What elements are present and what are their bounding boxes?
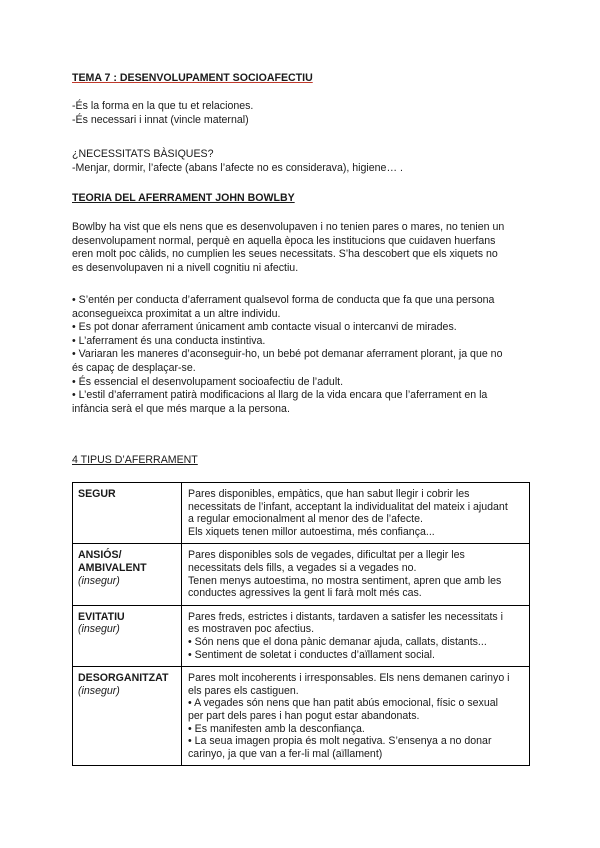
paragraph-line: eren molt poc càlids, no cumplien les seues necessitats. S’ha descobert que els xiquets no	[72, 248, 498, 261]
type-label-cell	[73, 483, 182, 544]
table-row	[73, 544, 530, 605]
table-row	[73, 605, 530, 666]
bullet-line: • Es pot donar aferrament únicament amb contacte visual o intercanvi de mirades.	[72, 321, 457, 334]
page-title: TEMA 7 : DESENVOLUPAMENT SOCIOAFECTIU	[72, 72, 313, 84]
desc-line: necessitats de l’infant, acceptant la individualitat del mateix i ajudant	[188, 500, 508, 513]
desc-line: Els xiquets tenen millor autoestima, més confiança...	[188, 525, 435, 538]
desc-line: es mostraven poc afectius.	[188, 623, 315, 636]
needs-answer: -Menjar, dormir, l’afecte (abans l’afecte no es considerava), higiene… .	[72, 161, 403, 174]
type-label: DESORGANITZAT	[78, 672, 169, 685]
paragraph-line: desenvolupament normal, perquè en aquella època les institucions que cuidaven huerfans	[72, 234, 496, 247]
desc-line: Pares molt incoherents i irresponsables. Els nens demanen carinyo i	[188, 672, 510, 685]
bullet-line: • S’entén per conducta d’aferrament qualsevol forma de conducta que fa que una persona	[72, 294, 495, 306]
type-label-cell	[73, 667, 182, 766]
type-label-cell	[73, 605, 182, 666]
theory-paragraph	[72, 221, 532, 275]
types-table	[72, 482, 530, 766]
paragraph-line: es desenvolupaven ni a nivell cognitiu ni afectiu.	[72, 261, 299, 274]
desc-line: a regular emocionalment al menor des de l’afecte.	[188, 513, 423, 526]
desc-line: Pares disponibles sols de vegades, dificultat per a llegir les	[188, 549, 465, 562]
paragraph-line: Bowlby ha vist que els nens que es desenvolupaven i no tenien pares o mares, no tenien un	[72, 221, 505, 233]
desc-line: conductes agressives la gent li farà molt més cas.	[188, 587, 422, 600]
bullet-line: és capaç de desplaçar-se.	[72, 361, 196, 374]
bullet-line: • Variaran les maneres d’aconseguir-ho, un bebé pot demanar aferrament plorant, ja que no	[72, 348, 503, 361]
table-row	[73, 483, 530, 544]
desc-line: els pares els castiguen.	[188, 684, 299, 697]
type-label-cell	[73, 544, 182, 605]
desc-line: carinyo, ja que van a fer-li mal (aïllament)	[188, 747, 383, 760]
theory-bullets	[72, 294, 532, 416]
types-heading: 4 TIPUS D’AFERRAMENT	[72, 454, 198, 466]
table-row	[73, 667, 530, 766]
bullet-line: • L’aferrament és una conducta instintiva.	[72, 334, 266, 347]
desc-line: • La seua imagen propia és molt negativa. S’ensenya a no donar	[188, 735, 492, 748]
type-note: (insegur)	[78, 684, 120, 697]
type-desc-cell	[182, 544, 530, 605]
type-note: (insegur)	[78, 574, 120, 587]
needs-block	[72, 148, 532, 175]
desc-line: • Sentiment de soletat i conductes d’aïllament social.	[188, 648, 435, 661]
intro-block	[72, 100, 532, 127]
intro-line: -És la forma en la que tu et relaciones.	[72, 100, 254, 112]
type-label: ANSIÓS/ AMBIVALENT	[78, 549, 147, 574]
type-desc-cell	[182, 667, 530, 766]
desc-line: Tenen menys autoestima, no mostra sentiment, apren que amb les	[188, 574, 502, 587]
type-desc-cell	[182, 605, 530, 666]
type-label: EVITATIU	[78, 610, 125, 623]
desc-line: • A vegades són nens que han patit abús emocional, físic o sexual	[188, 697, 498, 710]
desc-line: Pares freds, estrictes i distants, tardaven a satisfer les necessitats i	[188, 610, 504, 623]
desc-line: Pares disponibles, empàtics, que han sabut llegir i cobrir les	[188, 488, 470, 500]
desc-line: • Són nens que el dona pànic demanar ajuda, callats, distants...	[188, 635, 487, 648]
theory-heading: TEORIA DEL AFERRAMENT JOHN BOWLBY	[72, 192, 295, 204]
desc-line: per part dels pares i han pogut estar abandonats.	[188, 709, 420, 722]
bullet-line: • És essencial el desenvolupament socioafectiu de l’adult.	[72, 375, 344, 388]
type-label: SEGUR	[78, 488, 116, 500]
bullet-line: aconsegueixca proximitat a un altre individu.	[72, 307, 281, 320]
type-note: (insegur)	[78, 623, 120, 636]
type-desc-cell	[182, 483, 530, 544]
bullet-line: infància serà el que més marque a la persona.	[72, 402, 290, 415]
desc-line: • Es manifesten amb la desconfiança.	[188, 722, 365, 735]
intro-line: -És necessari i innat (vincle maternal)	[72, 113, 249, 126]
desc-line: necessitats dels fills, a vegades si a vegades no.	[188, 561, 417, 574]
needs-question: ¿NECESSITATS BÀSIQUES?	[72, 148, 214, 160]
bullet-line: • L’estil d’aferrament patirà modificacions al llarg de la vida encara que l’aferrament en la	[72, 389, 488, 402]
